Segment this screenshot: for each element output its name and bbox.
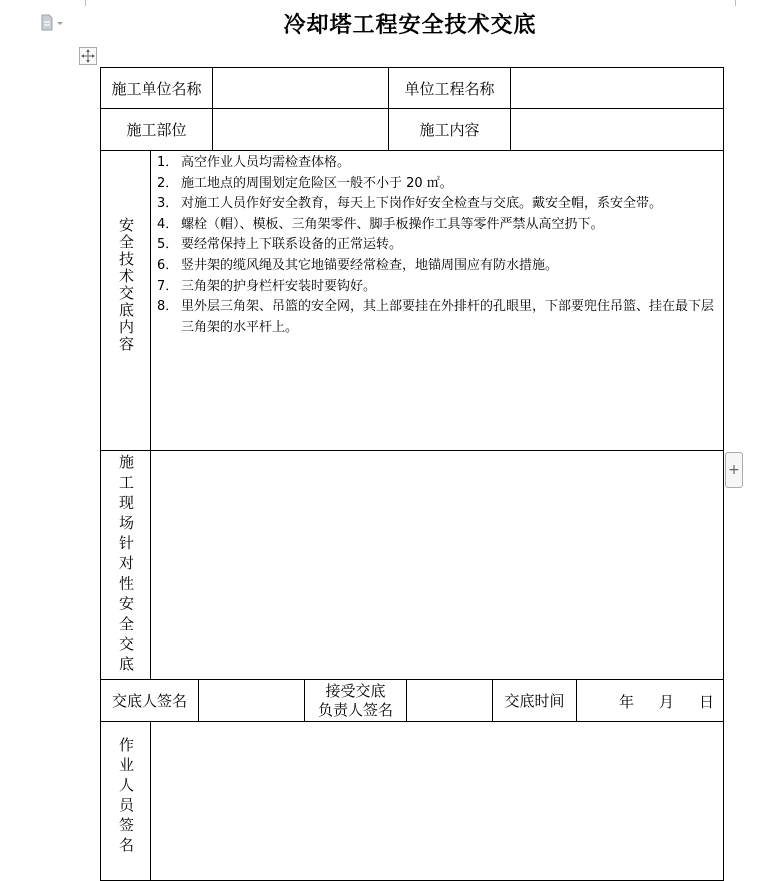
project-unit-label: 单位工程名称: [404, 79, 495, 98]
construction-unit-label-cell: [100, 67, 213, 109]
date-value-cell[interactable]: [576, 679, 724, 722]
date-year-label: 年: [619, 693, 635, 711]
site-specific-label: 施工现场针对性安全交底: [117, 454, 135, 677]
site-specific-label-cell: [100, 450, 151, 680]
construction-content-label-cell: [388, 108, 511, 151]
move-arrows-icon: [80, 48, 96, 64]
date-day-label: 日: [699, 693, 715, 711]
worker-signature-label: 作业人员签名: [117, 737, 135, 857]
page-corner-mark: [85, 0, 86, 6]
safety-items-list: [157, 153, 719, 338]
add-column-button[interactable]: [725, 452, 743, 488]
signer-label-cell: [100, 679, 199, 722]
project-unit-value-cell[interactable]: [510, 67, 724, 109]
construction-content-value-cell[interactable]: [510, 108, 724, 151]
project-unit-label-cell: [388, 67, 511, 109]
list-item: 6． 竖井架的缆风绳及其它地锚要经常检查，地锚周围应有防水措施。: [157, 257, 559, 273]
plus-icon: +: [728, 462, 740, 478]
receiver-label-cell: [304, 679, 407, 722]
construction-part-label: 施工部位: [126, 121, 187, 139]
receiver-value-cell[interactable]: [406, 679, 493, 722]
date-month-label: 月: [659, 693, 675, 711]
safety-content-label: 安全技术交底内容: [117, 217, 135, 353]
construction-part-value-cell[interactable]: [212, 108, 389, 151]
page-corner-mark: [735, 0, 736, 6]
document-title: 冷却塔工程安全技术交底: [283, 12, 537, 38]
list-item: 4． 螺栓（帽）、模板、三角架零件、脚手板操作工具等零件严禁从高空扔下。: [157, 216, 604, 232]
list-item: 1． 高空作业人员均需检查体格。: [157, 155, 351, 170]
safety-content-label-cell: [100, 150, 151, 451]
list-item: 5． 要经常保持上下联系设备的正常运转。: [157, 237, 403, 253]
list-item: 7． 三角架的护身栏杆安装时要钩好。: [157, 278, 377, 294]
worker-signature-value-cell[interactable]: [150, 721, 724, 881]
construction-content-label: 施工内容: [419, 121, 480, 139]
construction-part-label-cell: [100, 108, 213, 151]
time-label-cell: [492, 679, 577, 722]
signer-value-cell[interactable]: [198, 679, 305, 722]
table-move-handle[interactable]: [79, 47, 97, 65]
site-specific-value-cell[interactable]: [150, 450, 724, 680]
receiver-label-line2: 负责人签名: [317, 701, 393, 719]
worker-signature-label-cell: [100, 721, 151, 881]
list-item: 8． 里外层三角架、吊篮的安全网，其上部要挂在外排杆的孔眼里，下部要兜住吊篮、挂在最下层三角架的水平杆上。: [157, 299, 715, 335]
time-label: 交底时间: [504, 692, 565, 710]
receiver-label-line1: 接受交底: [325, 682, 386, 700]
construction-unit-label: 施工单位名称: [111, 79, 202, 98]
list-item: 3． 对施工人员作好安全教育，每天上下岗作好安全检查与交底。戴安全帽，系安全带。: [157, 196, 663, 212]
construction-unit-value-cell[interactable]: [212, 67, 389, 109]
list-item: 2． 施工地点的周围划定危险区一般不小于 20 ㎡。: [157, 175, 453, 191]
signer-label: 交底人签名: [111, 692, 187, 710]
